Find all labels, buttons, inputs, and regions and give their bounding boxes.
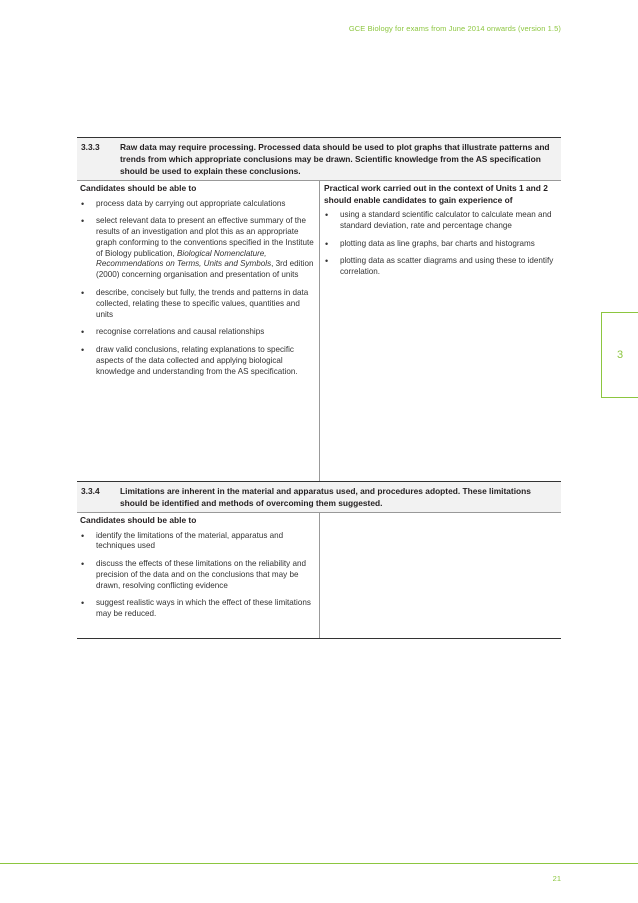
- column-heading: Practical work carried out in the context of Units 1 and 2 should enable candidates to gain experience of: [324, 183, 548, 205]
- list-item: • plotting data as scatter diagrams and using these to identify correlation.: [324, 256, 558, 278]
- list-item: • process data by carrying out appropriate calculations: [80, 199, 316, 210]
- two-column-table: [77, 513, 561, 639]
- section-title: [77, 137, 561, 181]
- page-number: 21: [552, 874, 561, 883]
- list-item: • select relevant data to present an effective summary of the results of an investigation and plot this as an appropriate graph conforming to the conventions specified in the Institute of Biology publication, Biological Nomenclature, Recommendations on Terms, Units and Symbols, 3rd edition (2000) concerning organisation and presentation of units: [80, 216, 316, 281]
- chapter-tab: [601, 312, 638, 398]
- chapter-tab-label: 3: [616, 349, 624, 361]
- column-heading: Candidates should be able to: [80, 515, 197, 525]
- footer-divider: [0, 863, 638, 864]
- section-heading: Raw data may require processing. Processed data should be used to plot graphs that illustrate patterns and trends from which appropriate conclusions may be drawn. Scientific knowledge from the AS specification should be used to explain these conclusions.: [120, 142, 550, 176]
- section-3-3-3: [77, 137, 561, 492]
- list-item: • describe, concisely but fully, the trends and patterns in data collected, relating these to specific values, quantities and units: [80, 288, 316, 320]
- section-number: 3.3.4: [81, 486, 100, 496]
- list-item: • plotting data as line graphs, bar charts and histograms: [324, 239, 558, 250]
- bullet-list: [80, 199, 316, 378]
- right-column: [320, 181, 561, 491]
- bullet-list: [80, 531, 316, 621]
- left-column: [77, 181, 320, 491]
- running-header: GCE Biology for exams from June 2014 onwards (version 1.5): [348, 24, 561, 33]
- section-number: 3.3.3: [81, 142, 100, 152]
- section-3-3-4: [77, 481, 561, 639]
- list-item: • suggest realistic ways in which the effect of these limitations may be reduced.: [80, 598, 316, 620]
- column-heading: Candidates should be able to: [80, 183, 197, 193]
- list-item: • identify the limitations of the material, apparatus and techniques used: [80, 531, 316, 553]
- list-item: • recognise correlations and causal relationships: [80, 327, 316, 338]
- list-item: • discuss the effects of these limitations on the reliability and precision of the data and on the conclusions that may be drawn, resolving conflicting evidence: [80, 559, 316, 591]
- section-title: [77, 481, 561, 513]
- bullet-list: [324, 210, 558, 278]
- right-column-empty: [320, 513, 561, 638]
- left-column: [77, 513, 320, 638]
- two-column-table: [77, 181, 561, 492]
- list-item: • draw valid conclusions, relating explanations to specific aspects of the data collected and applying biological knowledge and understanding from the AS specification.: [80, 345, 316, 377]
- list-item: • using a standard scientific calculator to calculate mean and standard deviation, rate and percentage change: [324, 210, 558, 232]
- section-heading: Limitations are inherent in the material and apparatus used, and procedures adopted. These limitations should be identified and methods of overcoming them suggested.: [120, 486, 531, 508]
